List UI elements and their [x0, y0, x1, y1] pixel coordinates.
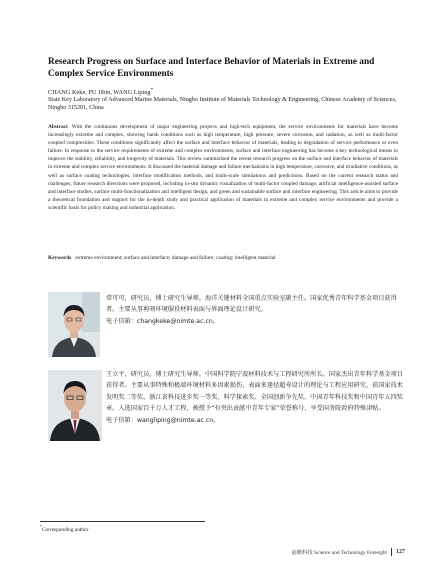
portrait-image — [48, 370, 102, 441]
page-number: 127 — [396, 549, 405, 555]
footnote-divider — [40, 521, 205, 522]
footnote-mark: * — [40, 524, 42, 529]
author-bio-wang — [106, 369, 406, 426]
author-photo-wang — [48, 370, 102, 441]
email-label: 电子信箱： — [106, 416, 137, 424]
article-title: Research Progress on Surface and Interface Behavior of Materials in Extreme and Complex Service Environments — [48, 57, 375, 79]
keywords-label: Keywords — [48, 255, 72, 261]
author-bio-chang — [106, 293, 406, 327]
journal-name: 前瞻科技 Science and Technology Foresight — [291, 550, 387, 556]
author-names: CHANG Keke, PU Jibin, WANG Liping — [48, 89, 151, 97]
abstract-text: With the continuous development of major engineering projects and high-tech equipment, the service environments for materials have become increasingly extreme and complex, showing harsh conditions such as high temperature, high pressure, severe corrosion, and radiation, as well as multi-factor coupled complexities. These conditions significantly affect the surface and interface behavior of materials, leading to degradation of service performance or even failure. In response to the service requirements of extreme and complex environments, surface and interface engineering has become a key technological means to improve the stability, reliability, and longevity of materials. This review summarized the recent research progress on the surface and interface behavior of materials in extreme and complex service environments. It discussed the material damage and failure mechanisms in high temperature, corrosive, and irradiative conditions, as well as surface coating technologies, interface modification methods, and multi-scale simulations and predictions. Based on the current research status and challenges, future research directions were proposed, including in-situ dynamic visualization of multi-factor coupled damage, artificial intelligence-assisted surface and interface studies, surface multi-functionalization and intelligent design, and green and sustainable surface and interface engineering. This article aims to provide a theoretical foundation and support for the in-depth study and practical application of materials in extreme and complex service environments and provide a scientific basis for policy making and industrial application. — [48, 124, 398, 211]
email-label: 电子信箱： — [106, 317, 137, 325]
bio-text: 王立平，研究员，博士研究生导师。中国科学院宁波材料技术与工程研究所所长。国家杰出青年科学基金项目获得者。主要从事特殊和极端环境材料多因素损伤、表面多逢径超寿设计的理论与工程应用研究。获国家技术发明奖二等奖、浙江省科技进步奖一等奖、科学探索奖、全国创新争先奖、中国青年科技奖和中国青年五四奖章。入选国家百千万人才工程，被授予“有突出贡献中青年专家”荣誉称号，享受国务院政府特殊津贴。 — [106, 371, 403, 413]
email-address[interactable]: wangliping@nimte.ac.cn。 — [136, 416, 220, 424]
portrait-image — [48, 292, 100, 357]
footnote-text: Corresponding author — [42, 526, 89, 533]
keywords — [48, 254, 398, 262]
abstract-label: Abstract — [48, 124, 68, 130]
corresponding-mark: * — [150, 87, 154, 93]
keywords-text: extreme environment; surface and interface; damage and failure; coating; intelligent material — [75, 255, 276, 261]
abstract — [48, 123, 398, 212]
email-address[interactable]: changkeke@nimte.ac.cn。 — [136, 317, 219, 325]
footnote — [40, 524, 88, 533]
author-photo-chang — [48, 292, 100, 357]
page-footer — [292, 548, 405, 556]
bio-text: 常可可，研究员，博士研究生导师。海洋关键材料全国重点实验室副主任。国家优秀青年科学基金项目获得者。主要从事剪刻环境服役材料表面与界面理论设计研究。 — [106, 295, 397, 314]
footer-separator — [391, 548, 392, 556]
affiliation: State Key Laboratory of Advanced Marine Materials, Ningbo Institute of Materials Technology & Engineering, Chinese Academy of Sciences, Ningbo 315201, China — [48, 97, 397, 111]
